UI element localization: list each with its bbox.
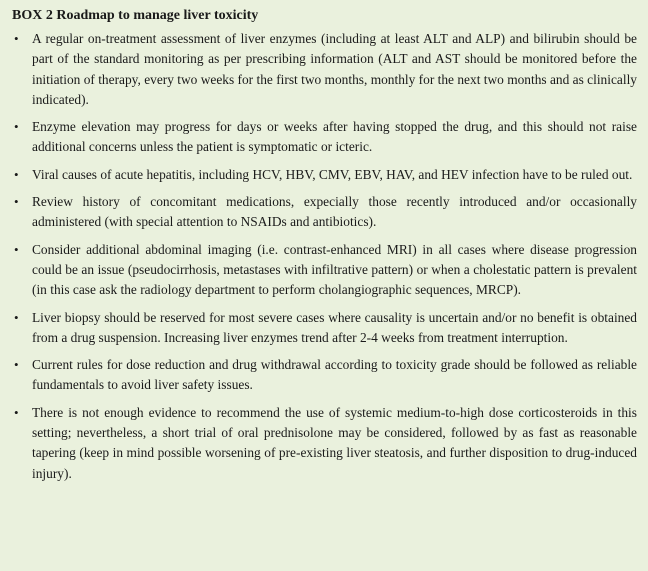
bullet-icon: • xyxy=(14,194,19,210)
list-item-text: Viral causes of acute hepatitis, including HCV, HBV, CMV, EBV, HAV, and HEV infection have to be ruled out. xyxy=(32,166,633,182)
list-item xyxy=(12,165,637,185)
list-item xyxy=(12,403,637,484)
list-item xyxy=(12,29,637,110)
list-item xyxy=(12,355,637,396)
list-item xyxy=(12,192,637,233)
list-item xyxy=(12,240,637,301)
bullet-icon: • xyxy=(14,31,19,46)
bullet-icon: • xyxy=(14,309,19,325)
list-item-text: Consider additional abdominal imaging (i.e. contrast-enhanced MRI) in all cases where disease progression could be an issue (pseudocirrhosis, metastases with infiltrative pattern) or when a cholestatic pattern is prevalent (in this case ask the radiology department to perform cholangiographic sequences, MRCP). xyxy=(32,241,637,298)
bullet-icon: • xyxy=(14,166,19,182)
list-item-text: Review history of concomitant medications, expecially those recently introduced and/or occasionally administered (with special attention to NSAIDs and antibiotics). xyxy=(32,194,637,230)
bullet-icon: • xyxy=(14,241,19,257)
bullet-list xyxy=(12,29,637,484)
list-item-text: Current rules for dose reduction and drug withdrawal according to toxicity grade should be followed as reliable fundamentals to avoid liver safety issues. xyxy=(32,357,637,393)
box-title: BOX 2 Roadmap to manage liver toxicity xyxy=(12,8,259,23)
bullet-icon: • xyxy=(14,404,19,420)
bullet-icon: • xyxy=(14,119,19,135)
list-item-text: Liver biopsy should be reserved for most severe cases where causality is uncertain and/or no benefit is obtained from a drug suspension. Increasing liver enzymes trend after 2-4 weeks from treatment interruption. xyxy=(32,309,637,345)
list-item-text: A regular on-treatment assessment of liver enzymes (including at least ALT and ALP) and bilirubin should be part of the standard monitoring as per prescribing information (ALT and AST should be monitored before the initiation of therapy, every two weeks for the first two months, monthly for the next two months and as clinically indicated). xyxy=(32,31,637,107)
list-item-text: Enzyme elevation may progress for days or weeks after having stopped the drug, and this should not raise additional concerns unless the patient is symptomatic or icteric. xyxy=(32,119,637,155)
list-item xyxy=(12,308,637,349)
bullet-icon: • xyxy=(14,357,19,373)
list-item xyxy=(12,117,637,158)
list-item-text: There is not enough evidence to recommend the use of systemic medium-to-high dose corticosteroids in this setting; nevertheless, a short trial of oral prednisolone may be considered, followed by as fast as reasonable tapering (keep in mind possible worsening of pre-existing liver steatosis, and further disposition to drug-induced injury). xyxy=(32,404,637,481)
